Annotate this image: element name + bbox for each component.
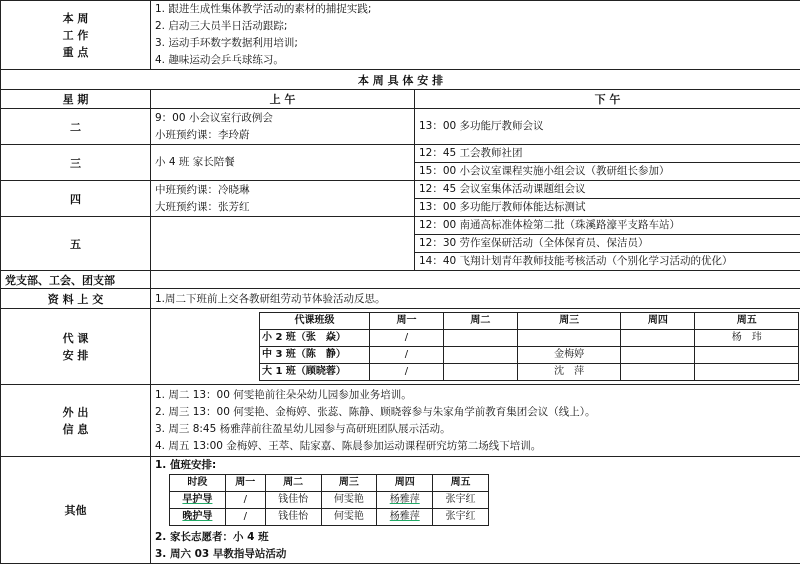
substitute-class: 小 2 班（张 焱）	[260, 330, 370, 347]
pm-entry: 13：00 多功能厅教师体能达标测试	[415, 198, 800, 216]
pm-cell	[415, 181, 800, 217]
am-entry: 大班预约课：张芳红	[155, 199, 410, 216]
schedule-header-row	[1, 90, 800, 109]
duty-value: 杨雅萍	[377, 492, 433, 509]
party-row	[1, 271, 800, 289]
outing-item: 3. 周三 8:45 杨雅萍前往盈星幼儿园参与高研班团队展示活动。	[155, 421, 796, 438]
schedule-section-title: 本 周 具 体 安 排	[1, 70, 800, 90]
substitute-header: 周二	[443, 313, 517, 330]
am-entry: 9：00 小会议室行政例会	[155, 110, 410, 127]
duty-header-row	[170, 475, 489, 492]
duty-value: 何雯艳	[321, 509, 377, 526]
pm-entry: 12：30 劳作室保研活动（全体保育员、保洁员）	[415, 234, 800, 252]
materials-row	[1, 289, 800, 309]
materials-value: 1.周二下班前上交各教研组劳动节体验活动反思。	[151, 289, 800, 309]
focus-content	[151, 1, 800, 70]
substitute-header: 周一	[370, 313, 444, 330]
pm-header: 下 午	[415, 90, 800, 109]
substitute-cell	[151, 309, 800, 385]
party-value	[151, 271, 800, 289]
schedule-row-thu	[1, 181, 800, 217]
am-cell	[151, 109, 415, 145]
others-label: 其他	[1, 457, 151, 564]
substitute-value: /	[370, 330, 444, 347]
focus-item: 2. 启动三大员半日活动跟踪;	[155, 18, 796, 35]
duty-value: 张宇红	[433, 509, 489, 526]
focus-label-line: 工 作	[5, 27, 146, 44]
focus-label	[1, 1, 151, 70]
am-cell	[151, 181, 415, 217]
substitute-value: 杨 玮	[695, 330, 799, 347]
duty-table-row	[170, 492, 489, 509]
pm-cell	[415, 217, 800, 271]
substitute-label	[1, 309, 151, 385]
volunteer-line: 2. 家长志愿者：小 4 班	[155, 529, 796, 546]
duty-table-row	[170, 509, 489, 526]
pm-cell	[415, 109, 800, 145]
substitute-value	[443, 330, 517, 347]
focus-item: 1. 跟进生成性集体教学活动的素材的捕捉实践;	[155, 1, 796, 18]
day-header: 星 期	[1, 90, 151, 109]
focus-item: 4. 趣味运动会乒乓球练习。	[155, 52, 796, 69]
others-row	[1, 457, 800, 564]
duty-slot: 早护导	[170, 492, 226, 509]
duty-header: 周一	[225, 475, 265, 492]
duty-value: /	[225, 509, 265, 526]
duty-header: 周五	[433, 475, 489, 492]
pm-entry: 13：00 多功能厅教师会议	[419, 118, 796, 135]
materials-label: 资 料 上 交	[1, 289, 151, 309]
duty-title: 1. 值班安排:	[155, 457, 796, 474]
schedule-section-row	[1, 70, 800, 90]
substitute-table-row	[260, 364, 799, 381]
substitute-value	[695, 364, 799, 381]
outing-label-line: 信 息	[5, 421, 146, 438]
substitute-value: 金梅婷	[517, 347, 621, 364]
day-cell: 四	[1, 181, 151, 217]
focus-label-line: 本 周	[5, 10, 146, 27]
substitute-header: 周四	[621, 313, 695, 330]
pm-entry: 14：40 飞翔计划青年教师技能考核活动（个别化学习活动的优化）	[415, 252, 800, 270]
substitute-header-row	[260, 313, 799, 330]
substitute-header: 代课班级	[260, 313, 370, 330]
saturday-line: 3. 周六 03 早教指导站活动	[155, 546, 796, 563]
outing-item: 1. 周二 13：00 何雯艳前往朵朵幼儿园参加业务培训。	[155, 387, 796, 404]
am-entry: 小 4 班 家长陪餐	[155, 154, 410, 171]
am-cell	[151, 217, 415, 271]
outing-content	[151, 385, 800, 457]
substitute-label-line: 代 课	[5, 330, 146, 347]
duty-value: 钱佳怡	[265, 509, 321, 526]
pm-cell	[415, 145, 800, 181]
outing-item: 4. 周五 13:00 金梅婷、王萃、陆家嘉、陈晨参加运动课程研究坊第二场线下培训。	[155, 438, 796, 455]
substitute-value: /	[370, 364, 444, 381]
outing-label	[1, 385, 151, 457]
substitute-table-row	[260, 330, 799, 347]
others-content	[151, 457, 800, 564]
substitute-header: 周三	[517, 313, 621, 330]
focus-label-line: 重 点	[5, 44, 146, 61]
pm-entry: 15：00 小会议室课程实施小组会议（教研组长参加）	[415, 162, 800, 180]
substitute-class: 中 3 班（陈 静）	[260, 347, 370, 364]
substitute-value	[517, 330, 621, 347]
am-header: 上 午	[151, 90, 415, 109]
substitute-value	[621, 330, 695, 347]
duty-value: /	[225, 492, 265, 509]
duty-slot: 晚护导	[170, 509, 226, 526]
outing-row	[1, 385, 800, 457]
am-entry: 中班预约课：冷晓琳	[155, 182, 410, 199]
schedule-row-tue	[1, 109, 800, 145]
am-cell	[151, 145, 415, 181]
substitute-table	[259, 312, 799, 381]
schedule-row-fri	[1, 217, 800, 271]
party-label: 党支部、工会、团支部	[1, 271, 151, 289]
substitute-value	[621, 364, 695, 381]
outing-label-line: 外 出	[5, 404, 146, 421]
day-cell: 三	[1, 145, 151, 181]
substitute-value	[443, 347, 517, 364]
substitute-class: 大 1 班（顾晓蓉）	[260, 364, 370, 381]
schedule-row-wed	[1, 145, 800, 181]
outing-item: 2. 周三 13：00 何雯艳、金梅婷、张蕊、陈静、顾晓蓉参与朱家角学前教育集团会议（线上）。	[155, 404, 796, 421]
day-cell: 二	[1, 109, 151, 145]
duty-value: 张宇红	[433, 492, 489, 509]
duty-value: 杨雅萍	[377, 509, 433, 526]
duty-table	[169, 474, 489, 526]
am-entry: 小班预约课：李玲蔚	[155, 127, 410, 144]
duty-header: 时段	[170, 475, 226, 492]
pm-entry: 12：45 会议室集体活动课题组会议	[419, 181, 796, 198]
substitute-value: /	[370, 347, 444, 364]
pm-entry: 12：45 工会教师社团	[419, 145, 796, 162]
substitute-value	[695, 347, 799, 364]
focus-row	[1, 1, 800, 70]
substitute-value	[621, 347, 695, 364]
focus-item: 3. 运动手环数字数据利用培训;	[155, 35, 796, 52]
pm-entry: 12：00 南通高标准体检第二批（珠溪路濠平支路车站）	[419, 217, 796, 234]
substitute-row	[1, 309, 800, 385]
substitute-header: 周五	[695, 313, 799, 330]
substitute-label-line: 安 排	[5, 347, 146, 364]
duty-value: 何雯艳	[321, 492, 377, 509]
duty-header: 周四	[377, 475, 433, 492]
duty-header: 周二	[265, 475, 321, 492]
duty-header: 周三	[321, 475, 377, 492]
day-cell: 五	[1, 217, 151, 271]
substitute-value: 沈 萍	[517, 364, 621, 381]
substitute-table-row	[260, 347, 799, 364]
substitute-value	[443, 364, 517, 381]
duty-value: 钱佳怡	[265, 492, 321, 509]
